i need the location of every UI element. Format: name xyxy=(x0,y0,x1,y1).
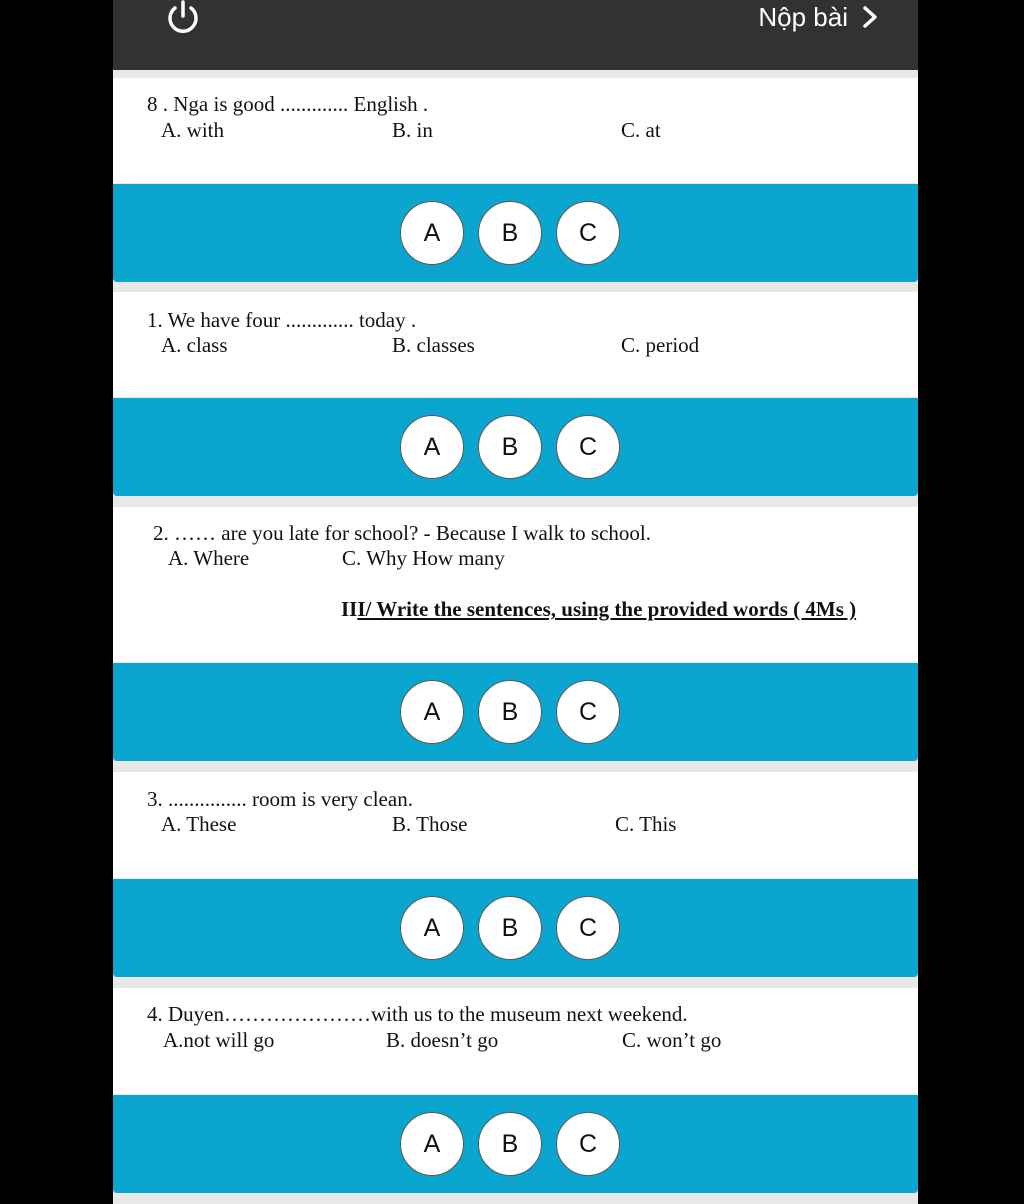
heading-prefix: II xyxy=(341,597,358,621)
answer-bar xyxy=(113,184,918,282)
section-heading xyxy=(341,597,856,622)
question-card xyxy=(113,772,918,878)
submit-label: Nộp bài xyxy=(758,1,848,32)
question-stem: 2. …… are you late for school? - Because I walk to school. xyxy=(153,521,652,545)
question-stem: 4. Duyen…………………with us to the museum next weekend. xyxy=(147,1002,688,1026)
option-c: C. Why How many xyxy=(342,546,505,570)
option-c: C. won’t go xyxy=(622,1028,722,1052)
answer-button-b[interactable]: B xyxy=(478,415,542,479)
answer-bar xyxy=(113,1095,918,1193)
top-bar xyxy=(113,0,918,70)
answer-button-a[interactable]: A xyxy=(400,1112,464,1176)
question-card xyxy=(113,507,918,662)
option-b: B. Those xyxy=(392,812,468,836)
option-a: A. with xyxy=(161,118,224,142)
answer-button-b[interactable]: B xyxy=(478,896,542,960)
option-b: B. classes xyxy=(392,333,475,357)
option-c: C. This xyxy=(615,812,677,836)
answer-button-c[interactable]: C xyxy=(556,896,620,960)
option-b: B. doesn’t go xyxy=(386,1028,499,1052)
answer-button-c[interactable]: C xyxy=(556,415,620,479)
submit-button[interactable] xyxy=(758,0,878,34)
power-icon[interactable] xyxy=(165,0,201,36)
answer-bar xyxy=(113,879,918,977)
heading-underlined: I/ Write the sentences, using the provided words ( 4Ms ) xyxy=(357,597,857,621)
answer-button-c[interactable]: C xyxy=(556,1112,620,1176)
question-stem: 1. We have four ............. today . xyxy=(147,308,417,332)
chevron-right-icon xyxy=(862,5,878,29)
question-card xyxy=(113,988,918,1094)
quiz-screen xyxy=(113,0,918,1204)
answer-bar xyxy=(113,663,918,761)
option-a: A.not will go xyxy=(163,1028,275,1052)
answer-button-a[interactable]: A xyxy=(400,415,464,479)
option-b: B. in xyxy=(392,118,433,142)
question-stem: 8 . Nga is good ............. English . xyxy=(147,92,429,116)
answer-button-b[interactable]: B xyxy=(478,1112,542,1176)
answer-button-c[interactable]: C xyxy=(556,680,620,744)
answer-button-a[interactable]: A xyxy=(400,896,464,960)
answer-bar xyxy=(113,398,918,496)
option-c: C. at xyxy=(621,118,661,142)
option-a: A. Where xyxy=(168,546,250,570)
option-a: A. class xyxy=(161,333,228,357)
answer-button-b[interactable]: B xyxy=(478,680,542,744)
question-stem: 3. ............... room is very clean. xyxy=(147,787,413,811)
answer-button-c[interactable]: C xyxy=(556,201,620,265)
option-c: C. period xyxy=(621,333,700,357)
option-a: A. These xyxy=(161,812,237,836)
question-card xyxy=(113,78,918,183)
question-card xyxy=(113,292,918,397)
answer-button-b[interactable]: B xyxy=(478,201,542,265)
answer-button-a[interactable]: A xyxy=(400,201,464,265)
answer-button-a[interactable]: A xyxy=(400,680,464,744)
